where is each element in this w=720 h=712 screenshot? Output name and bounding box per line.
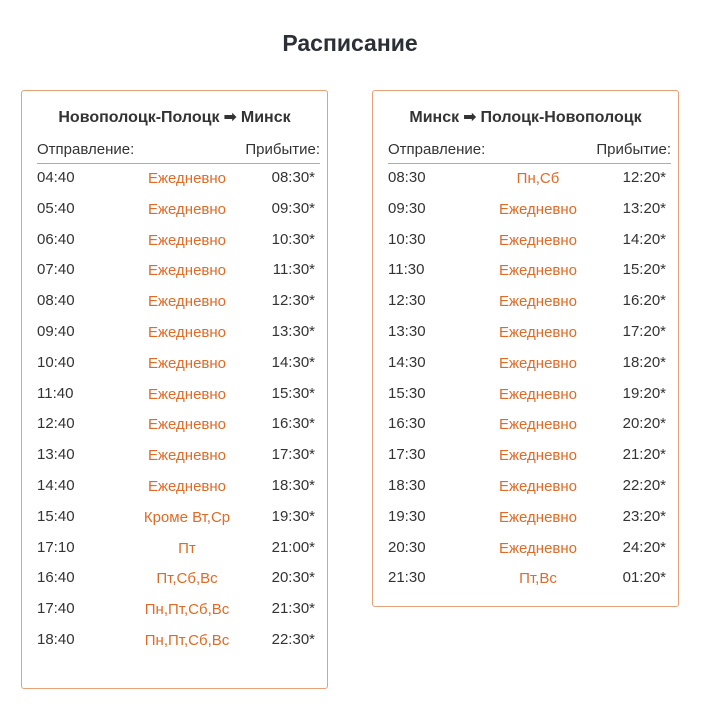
arrival-time: 20:20* xyxy=(622,415,666,433)
departure-time: 14:40 xyxy=(37,476,75,494)
arrival-time: 24:20* xyxy=(622,538,666,556)
schedule-row xyxy=(37,508,315,539)
schedule-card-minsk-novopolotsk xyxy=(372,90,679,607)
schedule-rows xyxy=(37,169,315,662)
schedule-row xyxy=(388,200,666,231)
arrival-time: 21:20* xyxy=(622,446,666,464)
schedule-row xyxy=(388,231,666,262)
service-days: Ежедневно xyxy=(498,447,578,465)
service-days: Ежедневно xyxy=(147,354,227,372)
arrival-time: 18:20* xyxy=(622,353,666,371)
service-days: Ежедневно xyxy=(147,231,227,249)
departure-time: 17:10 xyxy=(37,538,75,556)
departure-time: 15:40 xyxy=(37,507,75,525)
service-days: Ежедневно xyxy=(498,477,578,495)
service-days: Ежедневно xyxy=(147,293,227,311)
arrival-time: 17:20* xyxy=(622,322,666,340)
arrival-time: 15:20* xyxy=(622,261,666,279)
arrival-time: 22:30* xyxy=(271,630,315,648)
service-days: Ежедневно xyxy=(498,323,578,341)
departure-time: 12:40 xyxy=(37,415,75,433)
schedule-row xyxy=(388,292,666,323)
column-header-row xyxy=(37,137,320,164)
arrival-header: Прибытие: xyxy=(245,141,320,158)
arrival-time: 18:30* xyxy=(271,476,315,494)
service-days: Ежедневно xyxy=(498,293,578,311)
departure-time: 08:40 xyxy=(37,292,75,310)
arrow-right-icon: ➡ xyxy=(223,109,237,126)
arrival-header: Прибытие: xyxy=(596,141,671,158)
arrival-time: 08:30* xyxy=(271,169,315,186)
departure-time: 13:30 xyxy=(388,322,426,340)
route-from: Минск xyxy=(409,109,460,126)
service-days: Ежедневно xyxy=(147,447,227,465)
departure-time: 13:40 xyxy=(37,446,75,464)
service-days: Ежедневно xyxy=(498,385,578,403)
schedule-row xyxy=(388,354,666,385)
schedule-row xyxy=(37,323,315,354)
schedule-row xyxy=(37,169,315,200)
service-days: Пт,Сб,Вс xyxy=(156,570,218,588)
service-days: Пт xyxy=(178,539,196,557)
schedule-row xyxy=(388,385,666,416)
arrival-time: 09:30* xyxy=(271,199,315,217)
arrival-time: 14:20* xyxy=(622,230,666,248)
schedule-row xyxy=(388,261,666,292)
schedule-row xyxy=(388,323,666,354)
arrival-time: 11:30* xyxy=(272,261,315,279)
schedule-row xyxy=(388,477,666,508)
service-days: Ежедневно xyxy=(498,508,578,526)
schedule-row xyxy=(37,231,315,262)
departure-time: 17:40 xyxy=(37,600,75,618)
arrival-time: 19:30* xyxy=(271,507,315,525)
service-days: Ежедневно xyxy=(147,385,227,403)
arrival-time: 13:30* xyxy=(271,322,315,340)
schedule-card-novopolotsk-minsk xyxy=(21,90,328,689)
schedule-row xyxy=(37,292,315,323)
departure-time: 15:30 xyxy=(388,384,426,402)
service-days: Ежедневно xyxy=(147,416,227,434)
schedule-row xyxy=(37,415,315,446)
arrival-time: 21:30* xyxy=(271,600,315,618)
schedule-row xyxy=(37,446,315,477)
schedule-row xyxy=(37,631,315,662)
departure-time: 16:40 xyxy=(37,569,75,587)
arrival-time: 15:30* xyxy=(271,384,315,402)
service-days: Ежедневно xyxy=(147,477,227,495)
arrival-time: 12:30* xyxy=(271,292,315,310)
departure-time: 04:40 xyxy=(37,169,75,186)
arrival-time: 13:20* xyxy=(622,199,666,217)
column-header-row xyxy=(388,137,671,164)
schedule-row xyxy=(37,354,315,385)
service-days: Ежедневно xyxy=(498,416,578,434)
arrival-time: 14:30* xyxy=(271,353,315,371)
departure-time: 07:40 xyxy=(37,261,75,279)
arrival-time: 19:20* xyxy=(622,384,666,402)
departure-time: 17:30 xyxy=(388,446,426,464)
schedule-rows xyxy=(388,169,666,600)
arrival-time: 12:20* xyxy=(622,169,666,186)
departure-time: 10:30 xyxy=(388,230,426,248)
departure-time: 11:40 xyxy=(37,384,74,402)
service-days: Ежедневно xyxy=(498,262,578,280)
service-days: Ежедневно xyxy=(147,262,227,280)
route-title xyxy=(373,107,678,127)
service-days: Пн,Пт,Сб,Вс xyxy=(144,601,230,619)
departure-time: 20:30 xyxy=(388,538,426,556)
arrival-time: 17:30* xyxy=(271,446,315,464)
schedule-row xyxy=(37,385,315,416)
service-days: Кроме Вт,Ср xyxy=(143,508,231,526)
arrow-right-icon: ➡ xyxy=(463,109,477,126)
service-days: Ежедневно xyxy=(147,323,227,341)
departure-time: 18:40 xyxy=(37,630,75,648)
schedule-row xyxy=(388,169,666,200)
service-days: Пт,Вс xyxy=(519,570,557,588)
route-to: Минск xyxy=(240,109,291,126)
service-days: Пн,Пт,Сб,Вс xyxy=(144,631,230,649)
departure-time: 05:40 xyxy=(37,199,75,217)
schedule-row xyxy=(37,569,315,600)
arrival-time: 20:30* xyxy=(271,569,315,587)
departure-time: 21:30 xyxy=(388,569,426,587)
route-from: Новополоцк-Полоцк xyxy=(58,109,220,126)
schedule-row xyxy=(388,446,666,477)
departure-time: 09:30 xyxy=(388,199,426,217)
service-days: Ежедневно xyxy=(498,231,578,249)
schedule-row xyxy=(37,600,315,631)
arrival-time: 21:00* xyxy=(271,538,315,556)
schedule-row xyxy=(388,508,666,539)
schedule-row xyxy=(37,261,315,292)
arrival-time: 01:20* xyxy=(622,569,666,587)
arrival-time: 16:20* xyxy=(622,292,666,310)
service-days: Ежедневно xyxy=(147,170,227,187)
departure-time: 12:30 xyxy=(388,292,426,310)
departure-time: 16:30 xyxy=(388,415,426,433)
departure-header: Отправление: xyxy=(37,141,135,158)
departure-header: Отправление: xyxy=(388,141,486,158)
schedule-row xyxy=(37,477,315,508)
arrival-time: 16:30* xyxy=(271,415,315,433)
service-days: Ежедневно xyxy=(498,539,578,557)
arrival-time: 22:20* xyxy=(622,476,666,494)
departure-time: 19:30 xyxy=(388,507,426,525)
departure-time: 18:30 xyxy=(388,476,426,494)
schedule-row xyxy=(37,200,315,231)
departure-time: 11:30 xyxy=(388,261,425,279)
schedule-row xyxy=(388,569,666,600)
service-days: Ежедневно xyxy=(498,354,578,372)
departure-time: 06:40 xyxy=(37,230,75,248)
departure-time: 08:30 xyxy=(388,169,426,186)
route-to: Полоцк-Новополоцк xyxy=(480,109,642,126)
service-days: Ежедневно xyxy=(147,200,227,218)
schedule-row xyxy=(37,539,315,570)
arrival-time: 23:20* xyxy=(622,507,666,525)
departure-time: 10:40 xyxy=(37,353,75,371)
departure-time: 09:40 xyxy=(37,322,75,340)
departure-time: 14:30 xyxy=(388,353,426,371)
arrival-time: 10:30* xyxy=(271,230,315,248)
schedule-row xyxy=(388,415,666,446)
route-title xyxy=(22,107,327,127)
service-days: Ежедневно xyxy=(498,200,578,218)
schedule-row xyxy=(388,539,666,570)
service-days: Пн,Сб xyxy=(516,170,560,187)
page-title: Расписание xyxy=(282,30,418,56)
